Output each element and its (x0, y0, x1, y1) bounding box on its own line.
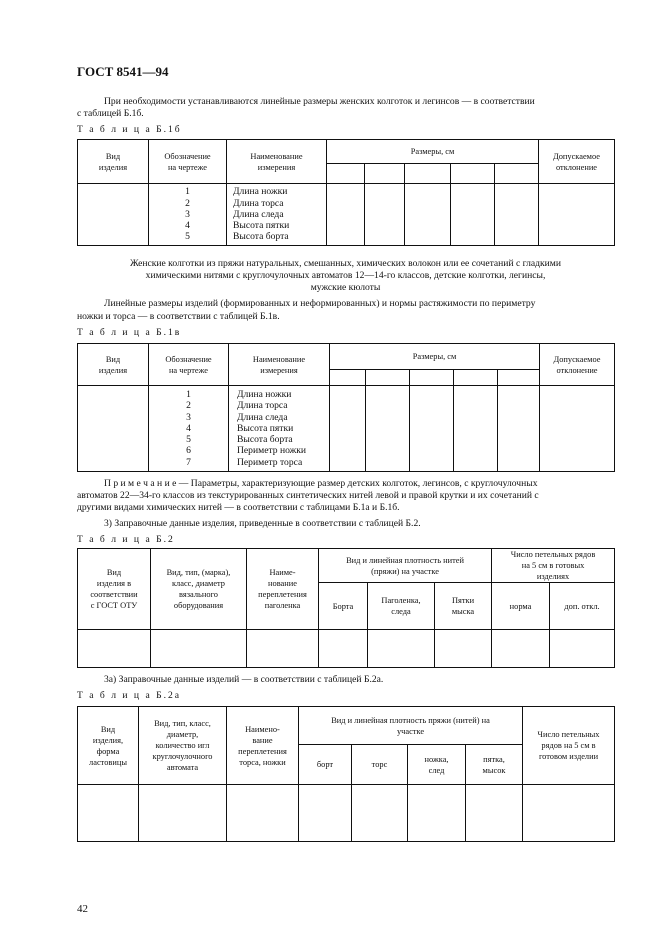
header-sizes: Размеры, см (327, 140, 539, 164)
body-cell (151, 630, 247, 668)
note-line-1: П р и м е ч а н и е — Параметры, характеризующие размер детских колготок, легинсов, с круглочулочных (104, 478, 538, 489)
paragraph-4: 3а) Заправочные данные изделий — в соответствии с таблицей Б.2а. (104, 674, 384, 685)
page-number: 42 (77, 903, 88, 915)
header-automaton: Вид, тип, класс, диаметр, количество игл круглочулочного автомата (139, 707, 227, 785)
header-name: Наименование измерения (227, 140, 327, 184)
size-cell (451, 164, 495, 184)
section-title-line-1: Женские колготки из пряжи натуральных, смешанных, химических волокон или ее сочетаний с гладкими (129, 258, 562, 269)
body-cell (139, 785, 227, 842)
body-cell (78, 785, 139, 842)
header-weave: Наимено- вание переплетения торса, ножки (227, 707, 299, 785)
table-b1b (77, 139, 615, 246)
header-sizes: Размеры, см (330, 344, 540, 370)
body-cell (435, 630, 492, 668)
header-pagolenok: Паголенка, следа (368, 583, 435, 630)
header-designation: Обозначение на чертеже (149, 344, 229, 386)
header-pyatka: пятка, мысок (466, 745, 523, 785)
table-b2a (77, 706, 615, 842)
header-bort: борт (299, 745, 352, 785)
table-b2a-caption: Т а б л и ц а Б.2а (77, 690, 182, 701)
header-yarn-density: Вид и линейная плотность пряжи (нитей) на участке (299, 707, 523, 745)
header-loop-rows: Число петельных рядов на 5 см в готовом изделии (523, 707, 615, 785)
body-cell (405, 184, 451, 246)
body-cell (247, 630, 319, 668)
measurement-names: Длина ножки Длина торса Длина следа Высота пятки Высота борта (227, 184, 327, 246)
body-cell (539, 184, 615, 246)
header-loop-rows: Число петельных рядов на 5 см в готовых изделиях (492, 549, 615, 583)
body-cell (492, 630, 550, 668)
body-cell (523, 785, 615, 842)
body-cell (299, 785, 352, 842)
size-cell (498, 370, 540, 386)
paragraph-1-line-2: с таблицей Б.1б. (77, 108, 144, 119)
table-b1v-caption: Т а б л и ц а Б.1в (77, 327, 182, 338)
size-cell (405, 164, 451, 184)
header-tors: торс (352, 745, 408, 785)
body-cell (410, 386, 454, 472)
header-pyatki: Пятки мыска (435, 583, 492, 630)
body-cell (495, 184, 539, 246)
body-cell (78, 630, 151, 668)
header-tolerance: Допускаемое отклонение (540, 344, 615, 386)
table-b2-caption: Т а б л и ц а Б.2 (77, 534, 175, 545)
table-b2 (77, 548, 615, 668)
measurement-names: Длина ножки Длина торса Длина следа Высота пятки Высота борта Периметр ножки Периметр торса (229, 386, 330, 472)
body-cell (540, 386, 615, 472)
body-cell (319, 630, 368, 668)
size-cell (410, 370, 454, 386)
body-cell (352, 785, 408, 842)
header-weave: Наиме- нование переплетения паголенка (247, 549, 319, 630)
paragraph-1-line-1: При необходимости устанавливаются линейные размеры женских колготок и легинсов — в соответствии (104, 96, 535, 107)
size-cell (330, 370, 366, 386)
body-cell (454, 386, 498, 472)
body-cell (365, 184, 405, 246)
body-cell (368, 630, 435, 668)
body-cell (498, 386, 540, 472)
body-cell (408, 785, 466, 842)
header-item-type: Вид изделия в соответствии с ГОСТ ОТУ (78, 549, 151, 630)
size-cell (366, 370, 410, 386)
paragraph-2-line-2: ножки и торса — в соответствии с таблицей Б.1в. (77, 311, 280, 322)
header-vid: Вид изделия (78, 140, 149, 184)
header-vid: Вид изделия (78, 344, 149, 386)
size-cell (495, 164, 539, 184)
section-title-line-2: химическими нитями с круглочулочных автоматов 12—14-го классов, детские колготки, легинсы, (145, 270, 546, 281)
header-yarn-density: Вид и линейная плотность нитей (пряжи) на участке (319, 549, 492, 583)
body-cell (78, 386, 149, 472)
header-bort: Борта (319, 583, 368, 630)
header-norma: норма (492, 583, 550, 630)
header-name: Наименование измерения (229, 344, 330, 386)
body-cell (466, 785, 523, 842)
body-cell (330, 386, 366, 472)
note-line-2: автоматов 22—34-го классов из текстурированных синтетических нитей левой и правой крутки и их сочетаний с (77, 490, 539, 501)
body-cell (327, 184, 365, 246)
designation-numbers: 1 2 3 4 5 6 7 (149, 386, 229, 472)
section-title-line-3: мужские кюлоты (310, 282, 381, 293)
designation-numbers: 1 2 3 4 5 (149, 184, 227, 246)
header-tolerance: доп. откл. (550, 583, 615, 630)
table-b1b-caption: Т а б л и ц а Б.1б (77, 124, 182, 135)
table-b1v (77, 343, 615, 472)
header-item-form: Вид изделия, форма ластовицы (78, 707, 139, 785)
body-cell (78, 184, 149, 246)
header-tolerance: Допускаемое отклонение (539, 140, 615, 184)
body-cell (366, 386, 410, 472)
body-cell (550, 630, 615, 668)
note-line-3: другими видами химических нитей — в соответствии с таблицами Б.1а и Б.1б. (77, 502, 400, 513)
paragraph-2-line-1: Линейные размеры изделий (формированных и неформированных) и нормы растяжимости по периметру (104, 298, 536, 309)
paragraph-3: 3) Заправочные данные изделия, приведенные в соответствии с таблицей Б.2. (104, 518, 421, 529)
document-code: ГОСТ 8541—94 (77, 64, 169, 79)
header-designation: Обозначение на чертеже (149, 140, 227, 184)
header-equipment: Вид, тип, (марка), класс, диаметр вязального оборудования (151, 549, 247, 630)
body-cell (451, 184, 495, 246)
size-cell (327, 164, 365, 184)
size-cell (454, 370, 498, 386)
size-cell (365, 164, 405, 184)
body-cell (227, 785, 299, 842)
header-nozhka: ножка, след (408, 745, 466, 785)
